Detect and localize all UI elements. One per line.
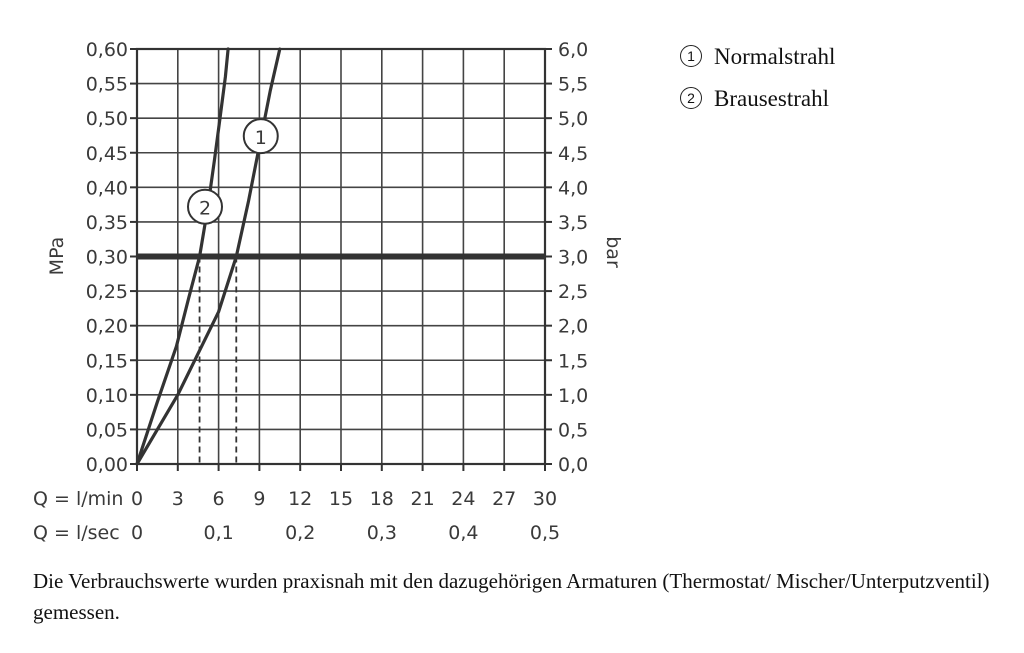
x-tick-label-lsec: 0,3 [366, 522, 397, 544]
x-tick-label-lmin: 15 [328, 488, 354, 510]
left-tick-label: 0,40 [85, 177, 128, 200]
legend-number-2: 2 [680, 87, 702, 109]
left-tick-label: 0,25 [85, 281, 128, 304]
left-axis-label: MPa [46, 236, 68, 276]
right-tick-label: 5,0 [558, 108, 589, 131]
x-tick-label-lsec: 0 [130, 522, 144, 544]
left-tick-label: 0,05 [85, 419, 128, 442]
left-tick-label: 0,20 [85, 315, 128, 338]
x-tick-label-lmin: 18 [369, 488, 394, 510]
x-tick-label-lmin: 12 [288, 488, 313, 510]
right-tick-label: 0,5 [558, 419, 589, 442]
right-tick-label: 2,0 [558, 315, 589, 338]
legend-item-1 [680, 44, 835, 70]
right-tick-label: 3,0 [558, 246, 589, 269]
right-tick-label: 1,5 [558, 350, 589, 373]
x-tick-label-lsec: 0,5 [529, 522, 561, 544]
left-tick-label: 0,45 [85, 142, 128, 165]
x-tick-label-lsec: 0,1 [203, 522, 234, 544]
series-callout-label-2: 2 [198, 197, 212, 220]
left-tick-label: 0,50 [85, 108, 128, 131]
right-tick-label: 0,0 [558, 454, 589, 476]
legend-label-2: Brausestrahl [714, 86, 829, 111]
x-axis-label-lsec: Q = l/sec [33, 522, 120, 544]
x-tick-label-lmin: 27 [492, 488, 517, 510]
series-callout-label-1: 1 [254, 127, 267, 150]
legend-item-2 [680, 86, 829, 112]
right-tick-label: 6,0 [558, 39, 589, 61]
left-tick-label: 0,35 [85, 211, 128, 234]
x-tick-label-lmin: 6 [212, 488, 225, 510]
left-tick-label: 0,00 [85, 454, 128, 476]
x-tick-label-lsec: 0,2 [285, 522, 316, 544]
x-tick-label-lsec: 0,4 [448, 522, 479, 544]
legend-number-1: 1 [680, 45, 702, 67]
x-tick-label-lmin: 9 [253, 488, 266, 510]
left-tick-label: 0,60 [85, 39, 128, 61]
x-tick-label-lmin: 21 [410, 488, 435, 510]
right-tick-label: 2,5 [558, 281, 589, 304]
right-axis-label: bar [602, 236, 624, 268]
left-tick-label: 0,30 [85, 246, 128, 269]
left-tick-label: 0,15 [85, 350, 128, 373]
x-tick-label-lmin: 24 [451, 488, 476, 510]
x-tick-label-lmin: 30 [532, 488, 558, 510]
measurement-note: Die Verbrauchswerte wurden praxisnah mit den dazugehörigen Armaturen (Thermostat/ Mischer/Unterputzventil) gemessen. [33, 569, 990, 624]
legend-label-1: Normalstrahl [714, 44, 836, 69]
right-tick-label: 5,5 [558, 73, 589, 96]
x-tick-label-lmin: 0 [130, 488, 144, 510]
left-tick-label: 0,10 [85, 384, 128, 407]
right-tick-label: 1,0 [558, 384, 589, 407]
left-tick-label: 0,55 [85, 73, 128, 96]
x-axis-label-lmin: Q = l/min [33, 488, 124, 510]
right-tick-label: 4,5 [558, 142, 589, 165]
x-tick-label-lmin: 3 [171, 488, 184, 510]
right-tick-label: 4,0 [558, 177, 589, 200]
right-tick-label: 3,5 [558, 211, 589, 234]
